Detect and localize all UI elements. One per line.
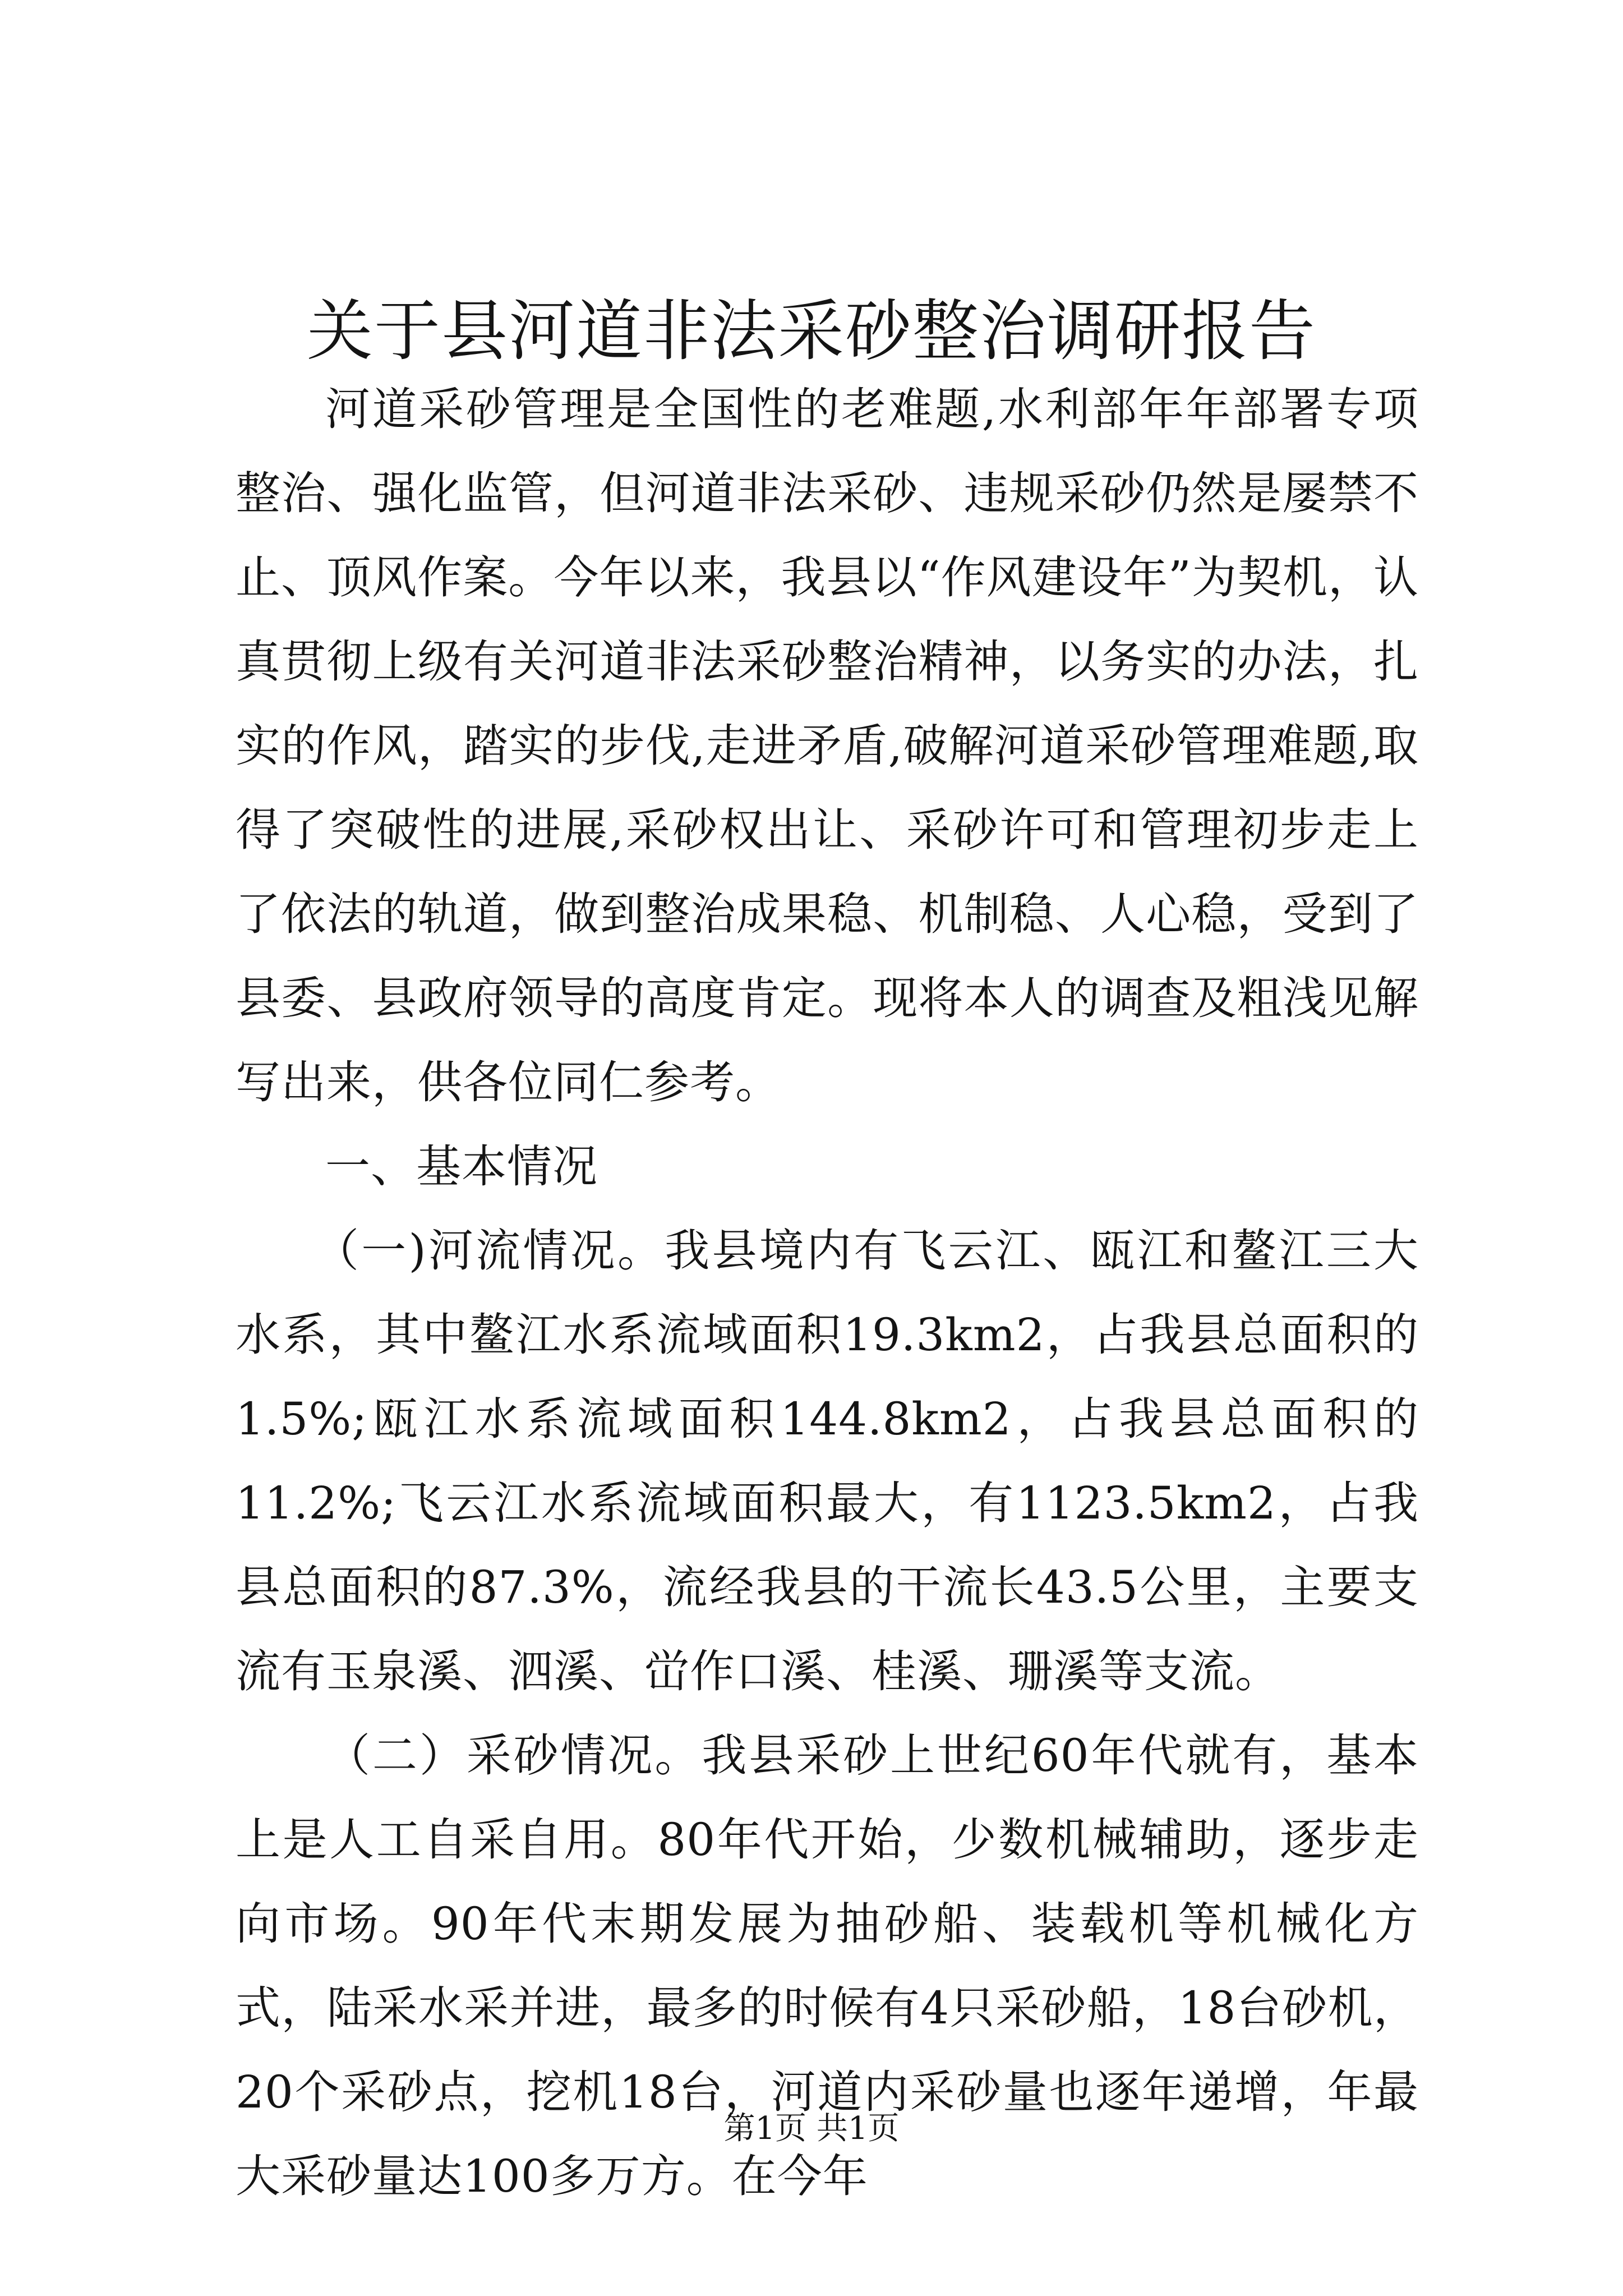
intro-paragraph: 河道采砂管理是全国性的老难题,水利部年年部署专项整治、强化监管，但河道非法采砂、违规采砂仍然是屡禁不止、顶风作案。今年以来，我县以“作风建设年”为契机，认真贯彻上级有关河道非法采砂整治精神，以务实的办法，扎实的作风，踏实的步伐,走进矛盾,破解河道采砂管理难题,取得了突破性的进展,采砂权出让、采砂许可和管理初步走上了依法的轨道，做到整治成果稳、机制稳、人心稳，受到了县委、县政府领导的高度肯定。现将本人的调查及粗浅见解写出来，供各位同仁参考。 bbox=[236, 383, 1419, 1108]
page-footer: 第1页 共1页 bbox=[723, 2110, 900, 2147]
section-heading-basic-situation: 一、基本情况 bbox=[325, 1140, 598, 1193]
sand-mining-situation-paragraph: （二）采砂情况。我县采砂上世纪60年代就有，基本上是人工自采自用。80年代开始，少数机械辅助，逐步走向市场。90年代末期发展为抽砂船、装载机等机械化方式，陆采水采并进，最多的时候有4只采砂船，18台砂机，20个采砂点，挖机18台，河道内采砂量也逐年递增，年最大采砂量达100多万方。在今年 bbox=[236, 1729, 1419, 2202]
river-situation-paragraph: （一)河流情况。我县境内有飞云江、瓯江和鳌江三大水系，其中鳌江水系流域面积19.3km2，占我县总面积的1.5%;瓯江水系流域面积144.8km2，占我县总面积的11.2%;飞云江水系流域面积最大，有1123.5km2，占我县总面积的87.3%，流经我县的干流长43.5公里，主要支流有玉泉溪、泗溪、峃作口溪、桂溪、珊溪等支流。 bbox=[236, 1225, 1419, 1697]
document-body bbox=[236, 367, 1419, 2219]
document-title: 关于县河道非法采砂整治调研报告 bbox=[306, 292, 1316, 370]
